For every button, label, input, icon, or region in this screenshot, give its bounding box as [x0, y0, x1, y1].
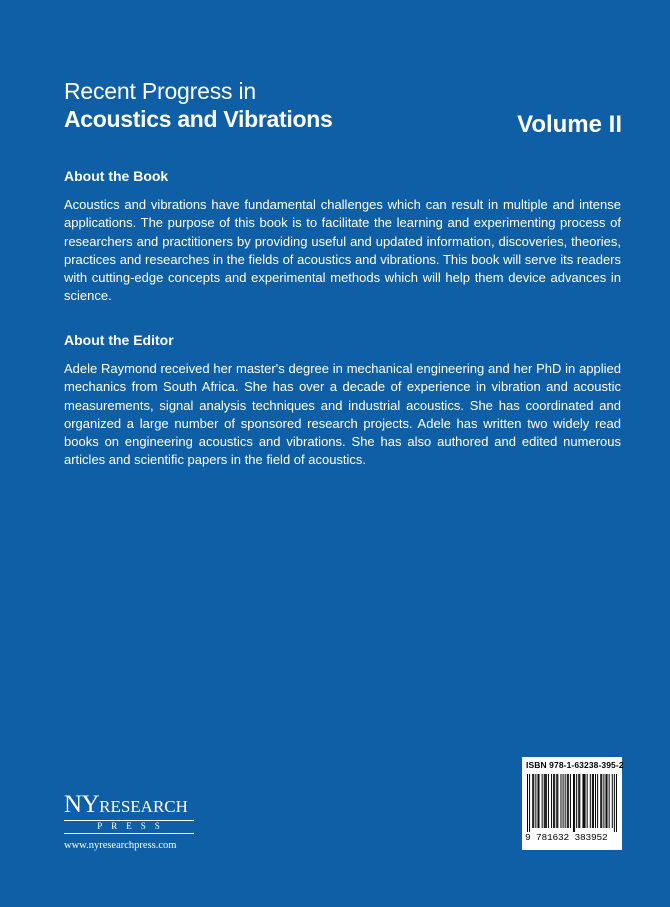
- barcode-bar: [573, 774, 574, 832]
- barcode-bar: [574, 774, 575, 832]
- isbn-text: ISBN 978-1-63238-395-2: [526, 760, 624, 770]
- barcode-bar: [612, 774, 613, 828]
- barcode-bar: [614, 774, 615, 832]
- barcode-bar: [563, 774, 564, 828]
- barcode-bar: [532, 774, 533, 828]
- barcode-bar: [568, 774, 569, 828]
- barcode-bar: [600, 774, 601, 828]
- publisher-url: www.nyresearchpress.com: [64, 840, 177, 851]
- barcode-bar: [537, 774, 538, 828]
- about-book-heading: About the Book: [64, 168, 169, 184]
- barcode-bar: [616, 774, 617, 832]
- barcode-bar: [539, 774, 540, 828]
- title-line-2: Acoustics and Vibrations: [64, 106, 333, 132]
- barcode-bar: [556, 774, 557, 828]
- barcode-bar: [578, 774, 579, 828]
- barcode-bar: [579, 774, 580, 828]
- barcode-bar: [585, 774, 586, 828]
- barcode-bar: [542, 774, 543, 828]
- barcode-bar: [545, 774, 546, 828]
- barcode-bar: [601, 774, 602, 828]
- barcode-bar: [593, 774, 594, 828]
- isbn-barcode: [522, 757, 622, 850]
- publisher-logo-wordmark: [64, 793, 194, 819]
- about-editor-body: Adele Raymond received her master's degree in mechanical engineering and her PhD in applied mechanics from South Africa. She has over a decade of experience in vibration and acoustic measurements, signal analysis techniques and industrial acoustics. She has coordinated and organized a large number of sponsored research projects. Adele has written two widely read books on engineering acoustics and vibrations. She has also authored and edited numerous articles and scientific papers in the field of acoustics.: [64, 361, 621, 468]
- barcode-bar: [582, 774, 583, 828]
- barcode-bar: [595, 774, 596, 828]
- barcode-bar: [565, 774, 566, 828]
- barcode-bars: [527, 774, 617, 832]
- barcode-bar: [533, 774, 534, 828]
- barcode-bar: [597, 774, 598, 828]
- barcode-bar: [544, 774, 545, 828]
- barcode-digits: 9 781632 383952: [525, 832, 608, 843]
- barcode-bar: [553, 774, 554, 828]
- barcode-bar: [570, 774, 571, 828]
- barcode-bar: [548, 774, 549, 828]
- barcode-bar: [605, 774, 606, 828]
- barcode-bar: [587, 774, 588, 828]
- barcode-bar: [567, 774, 568, 828]
- barcode-bar: [609, 774, 610, 828]
- barcode-bar: [592, 774, 593, 828]
- barcode-bar: [529, 774, 530, 832]
- barcode-bar: [590, 774, 591, 828]
- barcode-bar: [527, 774, 528, 832]
- barcode-bar: [576, 774, 577, 828]
- barcode-bar: [584, 774, 585, 828]
- barcode-bar: [535, 774, 536, 828]
- volume-label: Volume II: [517, 111, 622, 138]
- logo-ny: NY: [64, 791, 100, 818]
- barcode-bar: [603, 774, 604, 828]
- barcode-bar: [607, 774, 608, 828]
- barcode-bar: [554, 774, 555, 828]
- logo-press: PRESS: [97, 821, 169, 831]
- title-line-1: Recent Progress in: [64, 78, 256, 104]
- barcode-bar: [557, 774, 558, 828]
- barcode-bar: [560, 774, 561, 828]
- barcode-bar: [546, 774, 547, 828]
- barcode-bar: [551, 774, 552, 828]
- logo-research: RESEARCH: [99, 797, 188, 816]
- about-book-body: Acoustics and vibrations have fundamental challenges which can result in multiple and intense applications. The purpose of this book is to facilitate the learning and experimenting process of researchers and practitioners by providing useful and updated information, discoveries, theories, practices and researches in the fields of acoustics and vibrations. This book will serve its readers with cutting-edge concepts and experimental methods which will help them device advances in science.: [64, 197, 621, 304]
- logo-rule-bottom: [64, 833, 194, 834]
- publisher-logo: [64, 793, 194, 851]
- about-editor-heading: About the Editor: [64, 332, 174, 348]
